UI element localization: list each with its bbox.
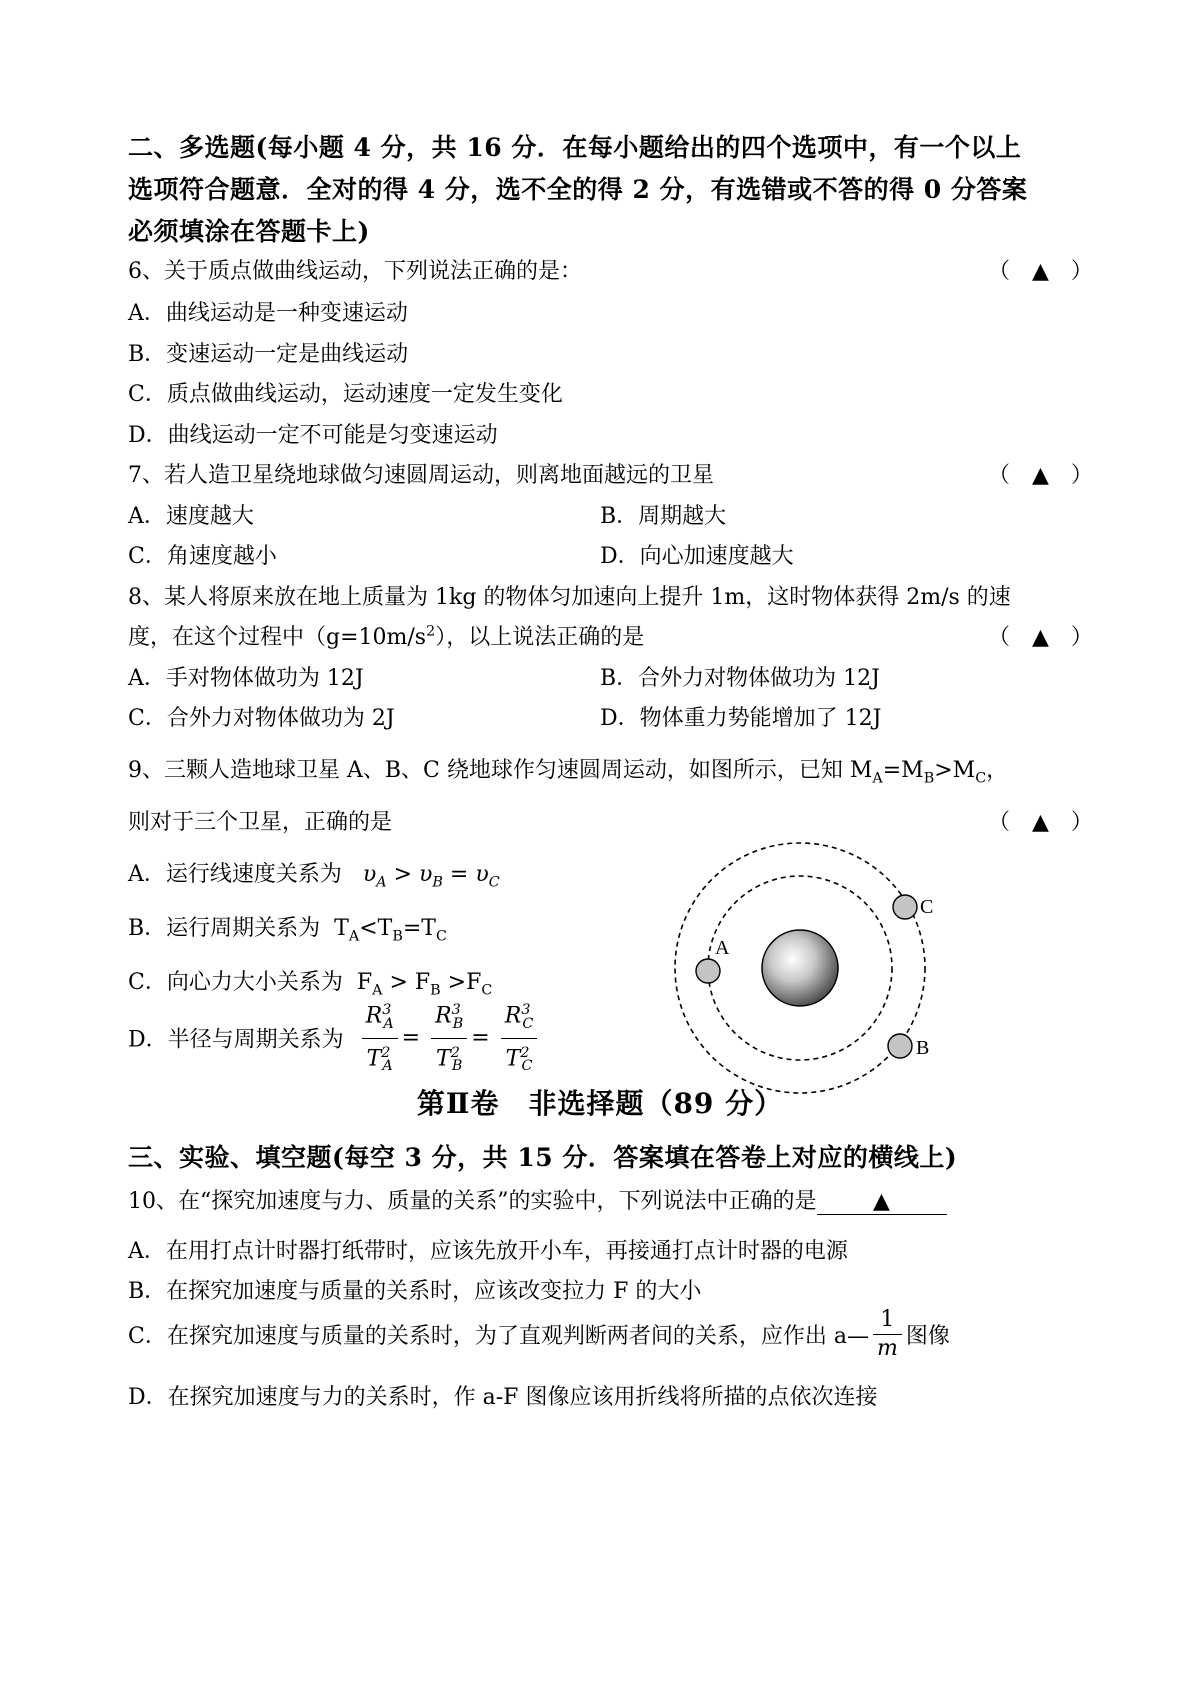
satellite-a xyxy=(696,959,720,983)
q7-stem: 7、若人造卫星绕地球做匀速圆周运动，则离地面越远的卫星 xyxy=(128,463,714,488)
q10-option-c: C．在探究加速度与质量的关系时，为了直观判断两者间的关系，应作出 a— $\frac{1}{m}$ 图像 xyxy=(128,1307,950,1361)
q8-option-d: D．物体重力势能增加了 12J xyxy=(600,706,882,731)
label-b: B xyxy=(916,1037,930,1059)
q8-answer-mark: （ ▲ ） xyxy=(988,625,1093,650)
ratio-c: $\frac{R^3_C}{T^2_C}$ xyxy=(501,996,538,1080)
q8-option-c: C．合外力对物体做功为 2J xyxy=(128,706,395,731)
earth xyxy=(762,930,838,1006)
q10-option-b: B．在探究加速度与质量的关系时，应该改变拉力 F 的大小 xyxy=(128,1279,702,1304)
orbit-diagram xyxy=(660,840,960,1100)
label-c: C xyxy=(920,896,934,918)
q10-option-d: D．在探究加速度与力的关系时，作 a-F 图像应该用折线将所描的点依次连接 xyxy=(128,1385,878,1410)
q10-stem: 10、在“探究加速度与力、质量的关系”的实验中，下列说法中正确的是 ▲ xyxy=(128,1184,947,1215)
q7-option-b: B．周期越大 xyxy=(600,504,727,529)
q7-option-a: A．速度越大 xyxy=(128,504,254,529)
section2-header-line2: 选项符合题意．全对的得 4 分，选不全的得 2 分，有选错或不答的得 0 分答案 xyxy=(128,175,1028,204)
q9-option-b: B．运行周期关系为 $T_A<T_B=T_C$ xyxy=(128,916,447,945)
q6-stem: 6、关于质点做曲线运动，下列说法正确的是： xyxy=(128,259,582,284)
q6-option-a: A．曲线运动是一种变速运动 xyxy=(128,301,408,326)
q6-option-b: B．变速运动一定是曲线运动 xyxy=(128,342,409,367)
q8-stem-line1: 8、某人将原来放在地上质量为 1kg 的物体匀加速向上提升 1m，这时物体获得 2m/s 的速 xyxy=(128,585,1011,610)
label-a: A xyxy=(715,937,730,959)
q9-option-c: C．向心力大小关系为 $F_A > F_B >F_C$ xyxy=(128,970,493,999)
q7-option-c: C．角速度越小 xyxy=(128,544,277,569)
q10-answer-blank[interactable]: ▲ xyxy=(817,1189,947,1215)
q8-option-a: A．手对物体做功为 12J xyxy=(128,666,364,691)
satellite-c xyxy=(893,895,917,919)
q8-stem-line2: 度，在这个过程中$(g=10m/s^2)$，以上说法正确的是 xyxy=(128,623,645,650)
q10-option-a: A．在用打点计时器打纸带时，应该先放开小车，再接通打点计时器的电源 xyxy=(128,1239,848,1264)
satellite-b xyxy=(888,1034,912,1058)
section2-header-line1: 二、多选题(每小题 4 分，共 16 分．在每小题给出的四个选项中，有一个以上 xyxy=(128,133,1022,162)
section2-header-line3: 必须填涂在答题卡上) xyxy=(128,217,370,246)
q9-stem-line2: 则对于三个卫星，正确的是 xyxy=(128,810,393,835)
ratio-b: $\frac{R^3_B}{T^2_B}$ xyxy=(431,996,467,1080)
q9-stem-line1: 9、三颗人造地球卫星 A、B、C 绕地球作匀速圆周运动，如图所示，已知 $M_A=M_B>M_C$， xyxy=(128,758,1009,787)
q8-option-b: B．合外力对物体做功为 12J xyxy=(600,666,880,691)
one-over-m: $\frac{1}{m}$ xyxy=(873,1306,902,1363)
ratio-a: $\frac{R^3_A}{T^2_A}$ xyxy=(362,996,398,1080)
q9-option-d: D．半径与周期关系为 $\frac{R^3_A}{T^2_A}$ = $\frac{R^3_B}{T^2_B}$ = $\frac{R^3_C}{T^2_C}$ xyxy=(128,996,541,1080)
q6-answer-mark: （ ▲ ） xyxy=(988,259,1093,284)
q9-option-a: A．运行线速度关系为 $\upsilon_A > \upsilon_B = \upsilon_C$ xyxy=(128,862,500,891)
section3-header: 三、实验、填空题(每空 3 分，共 15 分．答案填在答卷上对应的横线上) xyxy=(128,1143,958,1172)
part2-title: 第Ⅱ卷 非选择题（89 分） xyxy=(416,1087,784,1120)
q7-option-d: D．向心加速度越大 xyxy=(600,544,794,569)
q7-answer-mark: （ ▲ ） xyxy=(988,463,1093,488)
q9-answer-mark: （ ▲ ） xyxy=(988,810,1093,835)
q6-option-c: C．质点做曲线运动，运动速度一定发生变化 xyxy=(128,382,563,407)
q6-option-d: D．曲线运动一定不可能是匀变速运动 xyxy=(128,423,498,448)
velocity-relation: $\upsilon_A > \upsilon_B = \upsilon_C$ xyxy=(362,862,500,891)
